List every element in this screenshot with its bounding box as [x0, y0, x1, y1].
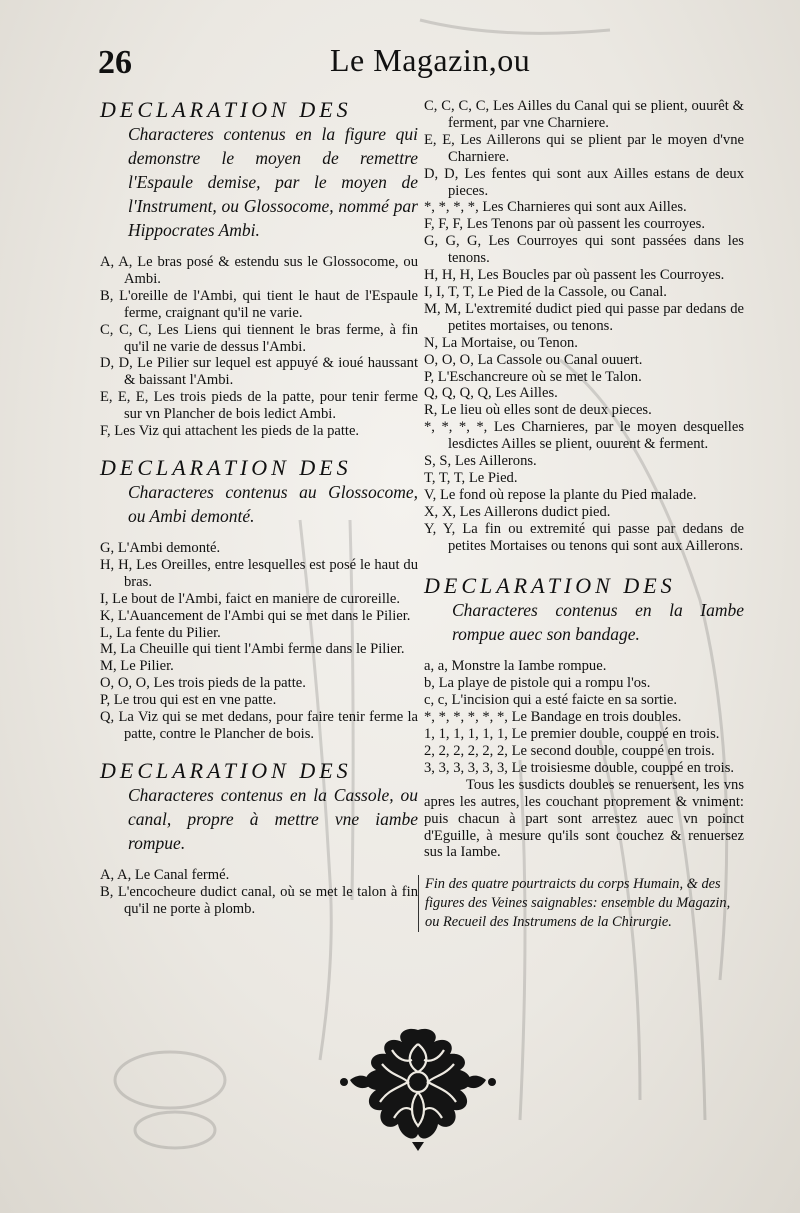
legend-item: A, A, Le Canal fermé. [100, 866, 230, 883]
legend-item: 1, 1, 1, 1, 1, 1, Le premier double, couppé en trois. [424, 726, 720, 743]
legend-item: V, Le fond où repose la plante du Pied malade. [424, 486, 697, 503]
section-subtitle: Characteres contenus en la Iambe rompue auec son bandage. [452, 600, 744, 645]
declaration-section-iambe-rompue [424, 574, 744, 861]
legend-item: C, C, C, Les Liens qui tiennent le bras ferme, à fin qu'il ne varie de dessus l'Ambi. [100, 321, 418, 355]
colophon-note: Fin des quatre pourtraicts du corps Humain, & des figures des Veines saignables: ensemble du Magazin, ou Recueil des Instrumens de la Chirurgie. [418, 875, 744, 932]
legend-item: P, Le trou qui est en vne patte. [100, 692, 277, 709]
declaration-section-glossocome-figure [100, 98, 418, 440]
legend-item: M, Le Pilier. [100, 658, 174, 675]
legend-item: Q, Q, Q, Q, Les Ailles. [424, 385, 558, 402]
legend-item: *, *, *, *, *, *, Le Bandage en trois doubles. [424, 709, 682, 726]
legend-item: K, L'Auancement de l'Ambi qui se met dans le Pilier. [100, 607, 411, 624]
section-title: DECLARATION DES [100, 454, 352, 480]
declaration-section-ambi-demonte [100, 456, 418, 743]
legend-item: O, O, O, La Cassole ou Canal ouuert. [424, 351, 643, 368]
legend-item: M, La Cheuille qui tient l'Ambi ferme dans le Pilier. [100, 641, 405, 658]
legend-list [100, 254, 418, 440]
legend-item: Q, La Viz qui se met dedans, pour faire tenir ferme la patte, contre le Plancher de bois. [100, 709, 418, 742]
legend-item: I, I, T, T, Le Pied de la Cassole, ou Canal. [424, 283, 667, 300]
legend-item: M, M, L'extremité dudict pied qui passe par dedans de petites mortaises, ou tenons. [424, 300, 744, 334]
legend-item: a, a, Monstre la Iambe rompue. [424, 658, 607, 675]
legend-item: G, G, G, Les Courroyes qui sont passées dans les tenons. [424, 233, 744, 267]
legend-item: b, La playe de pistole qui a rompu l'os. [424, 675, 651, 692]
legend-item: O, O, O, Les trois pieds de la patte. [100, 675, 306, 692]
fleuron-ornament-icon [336, 1024, 500, 1152]
right-column [424, 98, 744, 932]
legend-list [100, 540, 418, 743]
legend-item: L, La fente du Pilier. [100, 624, 221, 641]
legend-item: P, L'Eschancreure où se met le Talon. [424, 368, 642, 385]
declaration-section-cassole [100, 759, 418, 918]
legend-item: F, Les Viz qui attachent les pieds de la patte. [100, 423, 360, 440]
legend-item: S, S, Les Aillerons. [424, 453, 537, 470]
legend-item: H, H, H, Les Boucles par où passent les Courroyes. [424, 267, 725, 284]
legend-item: T, T, T, Le Pied. [424, 469, 518, 486]
legend-item: D, D, Les fentes qui sont aux Ailles estans de deux pieces. [424, 165, 744, 199]
legend-item: I, Le bout de l'Ambi, faict en maniere de curoreille. [100, 590, 401, 607]
legend-item: G, L'Ambi demonté. [100, 539, 221, 556]
legend-list [100, 867, 418, 918]
bandage-paragraph: Tous les susdicts doubles se renuersent, les vns apres les autres, les couchant proprement & vniment: puis chacun à part sont arrestez auec vn poinct d'Eguille, à mesure qu'ils sont couchez & renuersez sus la Iambe. [424, 776, 744, 861]
legend-item: B, L'encocheure dudict canal, où se met le talon à fin qu'il ne porte à plomb. [100, 883, 418, 917]
legend-item: E, E, Les Aillerons qui se plient par le moyen d'vne Charniere. [424, 131, 744, 165]
section-subtitle: Characteres contenus au Glossocome, ou Ambi demonté. [128, 481, 418, 526]
legend-list [424, 658, 744, 776]
section-title: DECLARATION DES [424, 573, 676, 599]
left-column [100, 98, 418, 918]
legend-item: F, F, F, Les Tenons par où passent les courroyes. [424, 216, 705, 233]
legend-item: B, L'oreille de l'Ambi, qui tient le haut de l'Espaule ferme, craignant qu'il ne varie. [100, 287, 418, 321]
legend-item: N, La Mortaise, ou Tenon. [424, 334, 578, 351]
legend-item: 3, 3, 3, 3, 3, 3, Le troisiesme double, couppé en trois. [424, 759, 735, 776]
legend-item: H, H, Les Oreilles, entre lesquelles est posé le haut du bras. [100, 556, 418, 590]
section-subtitle: Characteres contenus en la figure qui demonstre le moyen de remettre l'Espaule demise, par le moyen de l'Instrument, ou Glossocome, nommé par Hippocrates Ambi. [128, 124, 418, 240]
legend-item: Y, Y, La fin ou extremité qui passe par dedans de petites Mortaises ou tenons qui sont aux Aillerons. [424, 520, 744, 554]
legend-item: c, c, L'incision qui a esté faicte en sa sortie. [424, 692, 678, 709]
legend-item: *, *, *, *, Les Charnieres, par le moyen desquelles lesdictes Ailles se plient, ouurent & ferment. [424, 419, 744, 453]
legend-item: 2, 2, 2, 2, 2, 2, Le second double, couppé en trois. [424, 743, 715, 759]
running-title: Le Magazin,ou [330, 42, 531, 78]
legend-item: *, *, *, *, Les Charnieres qui sont aux Ailles. [424, 199, 687, 216]
legend-item: R, Le lieu où elles sont de deux pieces. [424, 402, 652, 419]
legend-item: D, D, Le Pilier sur lequel est appuyé & ioué haussant & baissant l'Ambi. [100, 355, 418, 389]
legend-item: A, A, Le bras posé & estendu sus le Glossocome, ou Ambi. [100, 254, 418, 287]
section-subtitle: Characteres contenus en la Cassole, ou canal, propre à mettre vne iambe rompue. [128, 784, 418, 853]
cassole-legend-continued [424, 98, 744, 554]
legend-item: X, X, Les Aillerons dudict pied. [424, 503, 611, 520]
legend-item: C, C, C, C, Les Ailles du Canal qui se plient, ouurêt & ferment, par vne Charniere. [424, 98, 744, 131]
legend-item: E, E, E, Les trois pieds de la patte, pour tenir ferme sur vn Plancher de bois ledict Ambi. [100, 389, 418, 423]
page-number: 26 [98, 44, 132, 81]
section-title: DECLARATION DES [100, 97, 352, 122]
section-title: DECLARATION DES [100, 757, 352, 783]
